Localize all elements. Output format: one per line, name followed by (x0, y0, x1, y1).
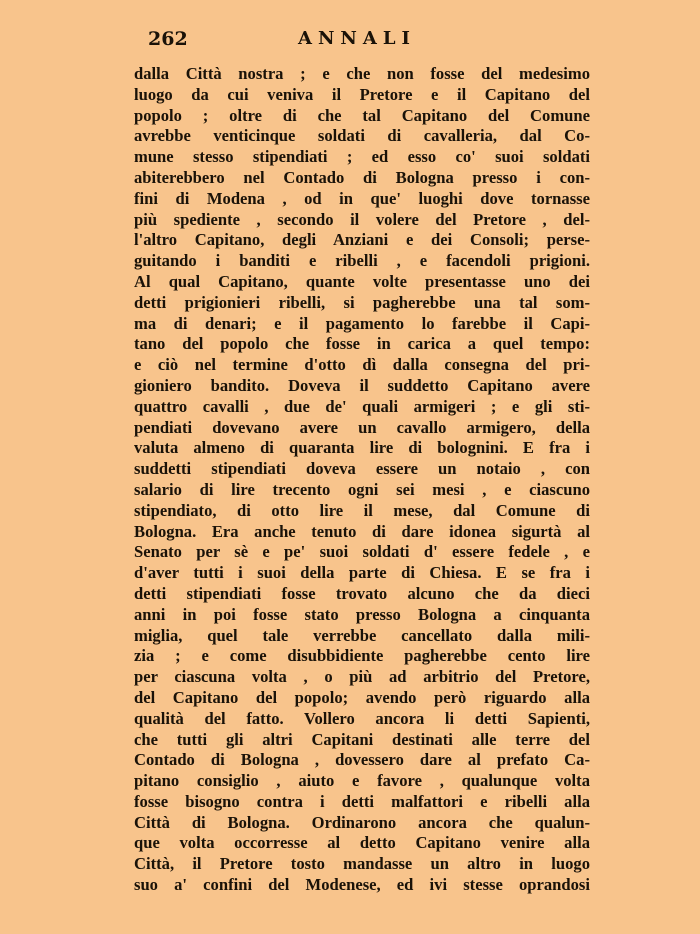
text-line: Città di Bologna. Ordinarono ancora che qualun- (134, 812, 590, 832)
text-line: suddetti stipendiati doveva essere un notaio , con (134, 459, 590, 479)
text-line: mune stesso stipendiati ; ed esso co' suoi soldati (134, 147, 590, 167)
text-line: popolo ; oltre di che tal Capitano del Comune (134, 105, 590, 125)
page-header (148, 28, 588, 52)
text-line: ma di denari; e il pagamento lo farebbe il Capi- (134, 313, 590, 333)
text-line: suo a' confini del Modenese, ed ivi stesse oprandosi (134, 875, 590, 895)
text-line: pitano consiglio , aiuto e favore , qualunque volta (134, 771, 590, 791)
text-line: abiterebbero nel Contado di Bologna presso i con- (134, 167, 590, 187)
text-line: luogo da cui veniva il Pretore e il Capitano del (134, 84, 590, 104)
text-line: pendiati dovevano avere un cavallo armigero, della (134, 417, 590, 437)
text-line: salario di lire trecento ogni sei mesi , e ciascuno (134, 479, 590, 499)
running-title: ANNALI (298, 28, 416, 49)
text-line: detti prigionieri ribelli, si pagherebbe una tal som- (134, 292, 590, 312)
text-line: stipendiato, di otto lire il mese, dal Comune di (134, 500, 590, 520)
text-line: Città, il Pretore tosto mandasse un altro in luogo (134, 854, 590, 874)
text-line: gioniero bandito. Doveva il suddetto Capitano avere (134, 375, 590, 395)
text-line: per ciascuna volta , o più ad arbitrio del Pretore, (134, 667, 590, 687)
text-line: e ciò nel termine d'otto dì dalla consegna del pri- (134, 355, 590, 375)
text-line: del Capitano del popolo; avendo però riguardo alla (134, 687, 590, 707)
text-line: avrebbe venticinque soldati di cavalleria, dal Co- (134, 126, 590, 146)
text-line: fosse bisogno contra i detti malfattori e ribelli alla (134, 791, 590, 811)
text-line: fini di Modena , od in que' luoghi dove tornasse (134, 188, 590, 208)
text-line: l'altro Capitano, degli Anziani e dei Consoli; perse- (134, 230, 590, 250)
text-line: Contado di Bologna , dovessero dare al prefato Ca- (134, 750, 590, 770)
text-line: guitando i banditi e ribelli , e facendoli prigioni. (134, 251, 590, 271)
text-line: d'aver tutti i suoi della parte di Chiesa. E se fra i (134, 563, 590, 583)
text-line: dalla Città nostra ; e che non fosse del medesimo (134, 64, 590, 83)
text-line: anni in poi fosse stato presso Bologna a cinquanta (134, 604, 590, 624)
body-text (134, 64, 590, 896)
text-line: tano del popolo che fosse in carica a quel tempo: (134, 334, 590, 354)
text-line: Al qual Capitano, quante volte presentasse uno dei (134, 271, 590, 291)
text-line: que volta occorresse al detto Capitano venire alla (134, 833, 590, 853)
text-line: miglia, quel tale verrebbe cancellato dalla mili- (134, 625, 590, 645)
text-line: detti stipendiati fosse trovato alcuno che da dieci (134, 583, 590, 603)
text-line: più spediente , secondo il volere del Pretore , del- (134, 209, 590, 229)
text-line: zia ; e come disubbidiente pagherebbe cento lire (134, 646, 590, 666)
text-line: quattro cavalli , due de' quali armigeri ; e gli sti- (134, 396, 590, 416)
text-line: valuta almeno di quaranta lire di bolognini. E fra i (134, 438, 590, 458)
text-line: che tutti gli altri Capitani destinati alle terre del (134, 729, 590, 749)
text-line: Senato per sè e pe' suoi soldati d' essere fedele , e (134, 542, 590, 562)
text-line: qualità del fatto. Vollero ancora li detti Sapienti, (134, 708, 590, 728)
text-line: Bologna. Era anche tenuto di dare idonea sigurtà al (134, 521, 590, 541)
page-number: 262 (148, 28, 188, 50)
